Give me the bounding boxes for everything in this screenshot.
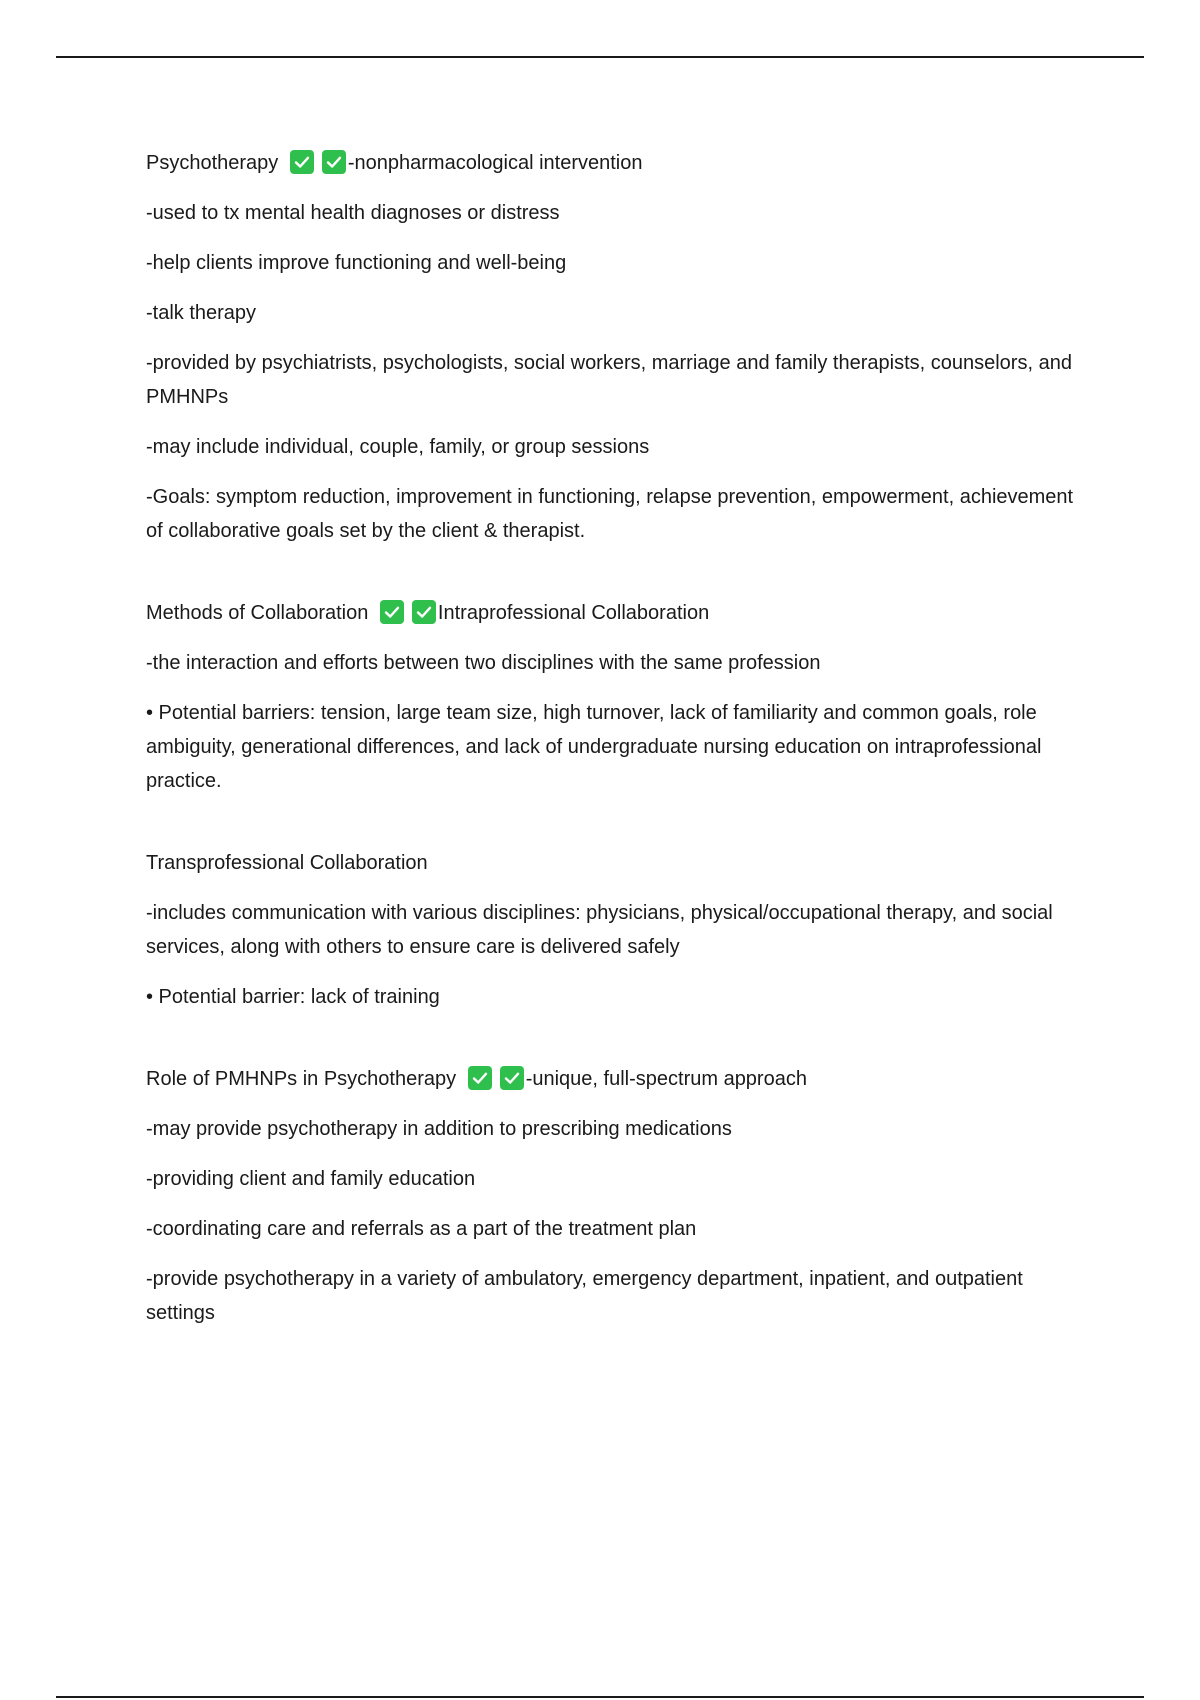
term: Methods of Collaboration bbox=[146, 602, 369, 624]
note-line: -the interaction and efforts between two disciplines with the same profession bbox=[146, 652, 821, 674]
term: Psychotherapy bbox=[146, 152, 279, 174]
check-box-icon bbox=[322, 150, 346, 174]
flashcard-role-of-pmhnps bbox=[146, 1062, 1086, 1330]
note-line: -provided by psychiatrists, psychologists, social workers, marriage and family therapists, counselors, and PMHNPs bbox=[146, 352, 1072, 408]
check-box-icon bbox=[412, 600, 436, 624]
note-line: -provide psychotherapy in a variety of ambulatory, emergency department, inpatient, and outpatient settings bbox=[146, 1268, 1023, 1324]
check-box-icon bbox=[380, 600, 404, 624]
bottom-rule bbox=[56, 1696, 1144, 1698]
note-line: -used to tx mental health diagnoses or distress bbox=[146, 202, 560, 224]
note-line: -talk therapy bbox=[146, 302, 257, 324]
flashcard-heading: Transprofessional Collaboration bbox=[146, 852, 428, 874]
note-line: -includes communication with various disciplines: physicians, physical/occupational therapy, and social services, along with others to ensure care is delivered safely bbox=[146, 902, 1053, 958]
definition: -nonpharmacological intervention bbox=[347, 152, 643, 174]
flashcard-methods-of-collaboration bbox=[146, 596, 1086, 798]
flashcard-heading bbox=[146, 146, 1086, 180]
definition: -unique, full-spectrum approach bbox=[525, 1068, 807, 1090]
definition: Intraprofessional Collaboration bbox=[437, 602, 710, 624]
note-line: -coordinating care and referrals as a part of the treatment plan bbox=[146, 1218, 697, 1240]
document-body bbox=[146, 146, 1086, 1330]
note-line: -may provide psychotherapy in addition to prescribing medications bbox=[146, 1118, 732, 1140]
flashcard-transprofessional-collaboration bbox=[146, 846, 1086, 1014]
check-box-icon bbox=[290, 150, 314, 174]
note-line: • Potential barrier: lack of training bbox=[146, 986, 440, 1008]
flashcard-psychotherapy bbox=[146, 146, 1086, 548]
note-line: -Goals: symptom reduction, improvement in functioning, relapse prevention, empowerment, achievement of collaborative goals set by the client & therapist. bbox=[146, 486, 1074, 542]
flashcard-heading bbox=[146, 1062, 1086, 1096]
note-line: • Potential barriers: tension, large team size, high turnover, lack of familiarity and common goals, role ambiguity, generational differences, and lack of undergraduate nursing education on intraprofessional practice. bbox=[146, 702, 1042, 792]
note-line: -providing client and family education bbox=[146, 1168, 476, 1190]
term: Role of PMHNPs in Psychotherapy bbox=[146, 1068, 457, 1090]
check-box-icon bbox=[500, 1066, 524, 1090]
top-rule bbox=[56, 56, 1144, 58]
check-box-icon bbox=[468, 1066, 492, 1090]
note-line: -help clients improve functioning and well-being bbox=[146, 252, 567, 274]
note-line: -may include individual, couple, family, or group sessions bbox=[146, 436, 650, 458]
flashcard-heading bbox=[146, 596, 1086, 630]
